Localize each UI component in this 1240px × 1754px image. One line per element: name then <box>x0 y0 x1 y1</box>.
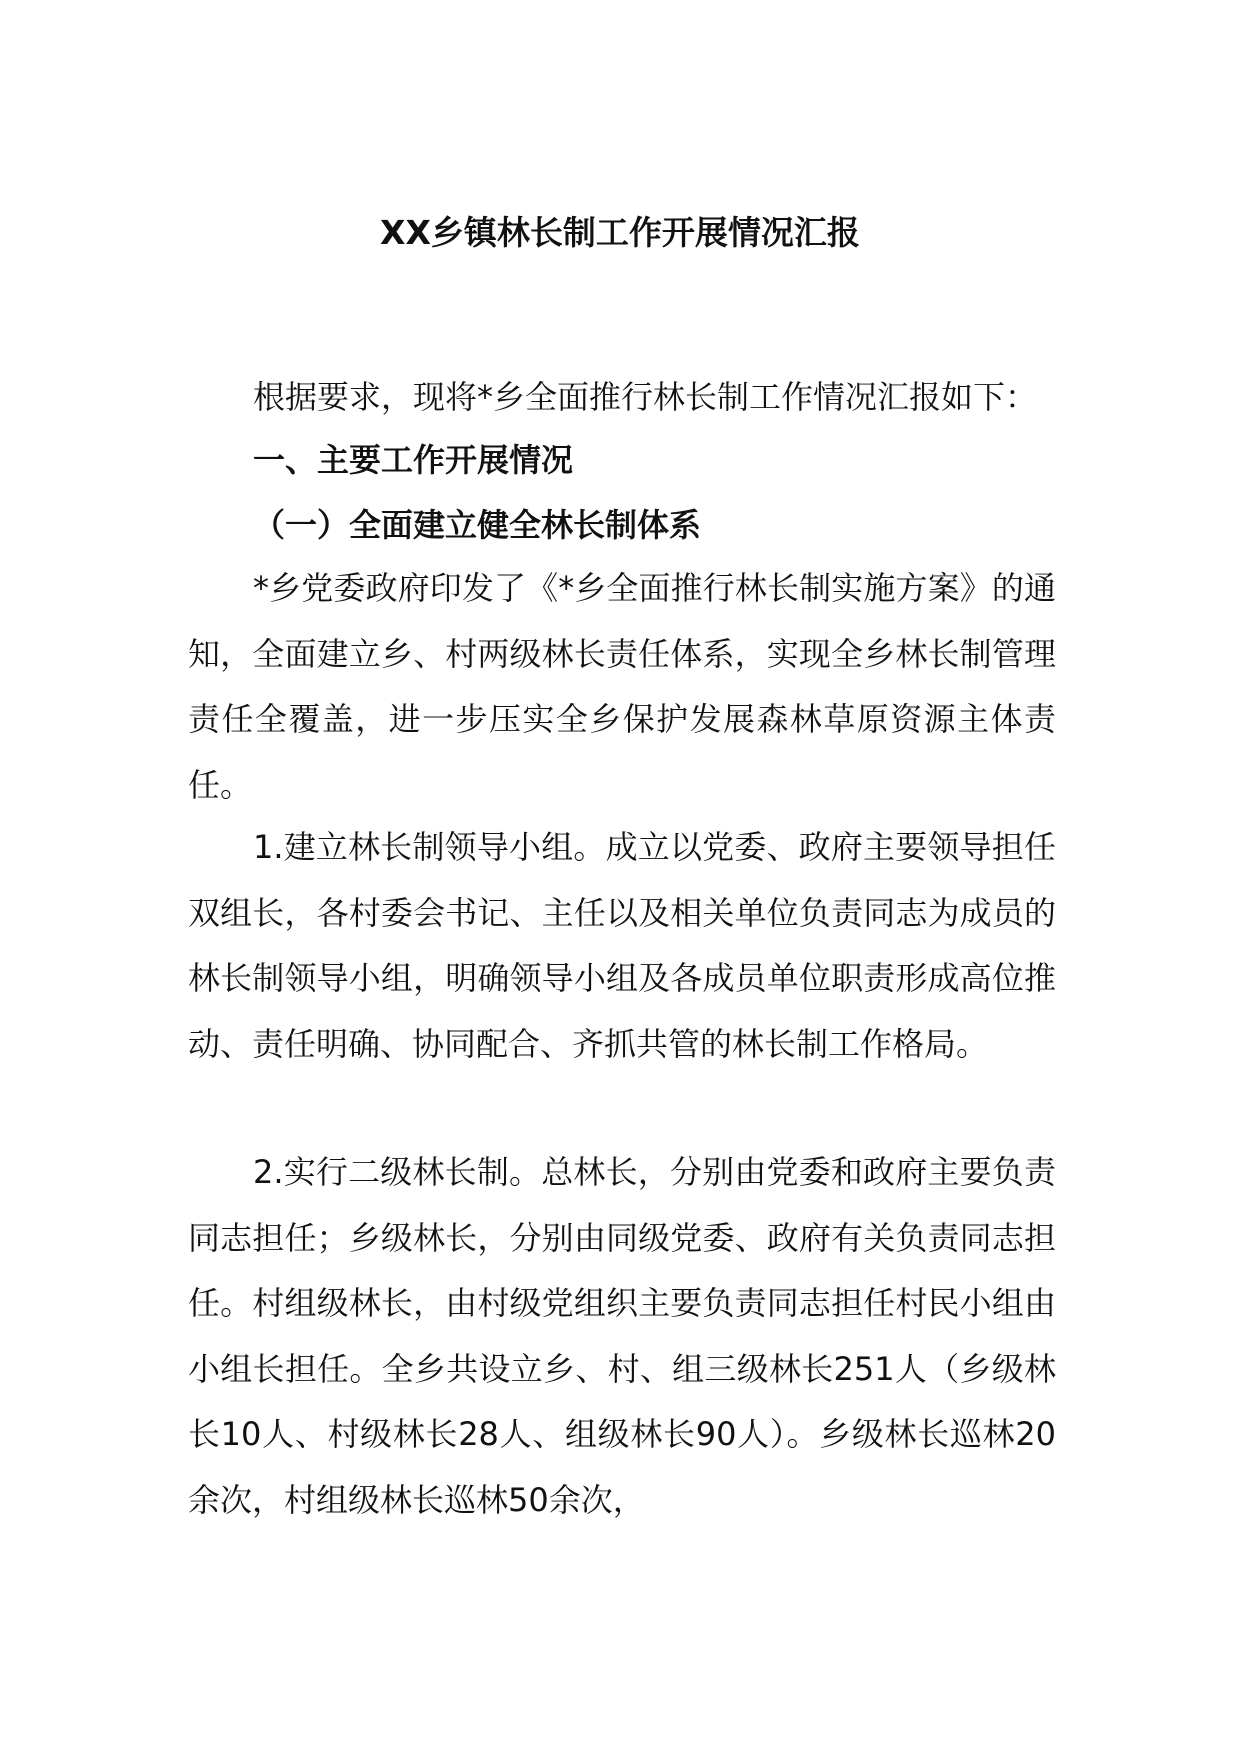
body-paragraph-2: 1.建立林长制领导小组。成立以党委、政府主要领导担任双组长，各村委会书记、主任以及相关单位负责同志为成员的林长制领导小组，明确领导小组及各成员单位职责形成高位推动、责任明确、协同配合、齐抓共管的林长制工作格局。 <box>188 828 1056 1063</box>
section-heading: 一、主要工作开展情况 <box>253 441 574 479</box>
body-paragraph-3: 2.实行二级林长制。总林长，分别由党委和政府主要负责同志担任；乡级林长，分别由同级党委、政府有关负责同志担任。村组级林长，由村级党组织主要负责同志担任村民小组由小组长担任。全乡共设立乡、村、组三级林长251人（乡级林长10人、村级林长28人、组级林长90人）。乡级林长巡林20余次，村组级林长巡林50余次， <box>188 1153 1056 1519</box>
intro-paragraph: 根据要求，现将*乡全面推行林长制工作情况汇报如下： <box>253 378 1038 416</box>
body-paragraph-1: *乡党委政府印发了《*乡全面推行林长制实施方案》的通知，全面建立乡、村两级林长责任体系，实现全乡林长制管理责任全覆盖，进一步压实全乡保护发展森林草原资源主体责任。 <box>188 569 1056 804</box>
document-title: XX乡镇林长制工作开展情况汇报 <box>380 213 860 252</box>
subsection-heading: （一）全面建立健全林长制体系 <box>253 506 702 544</box>
